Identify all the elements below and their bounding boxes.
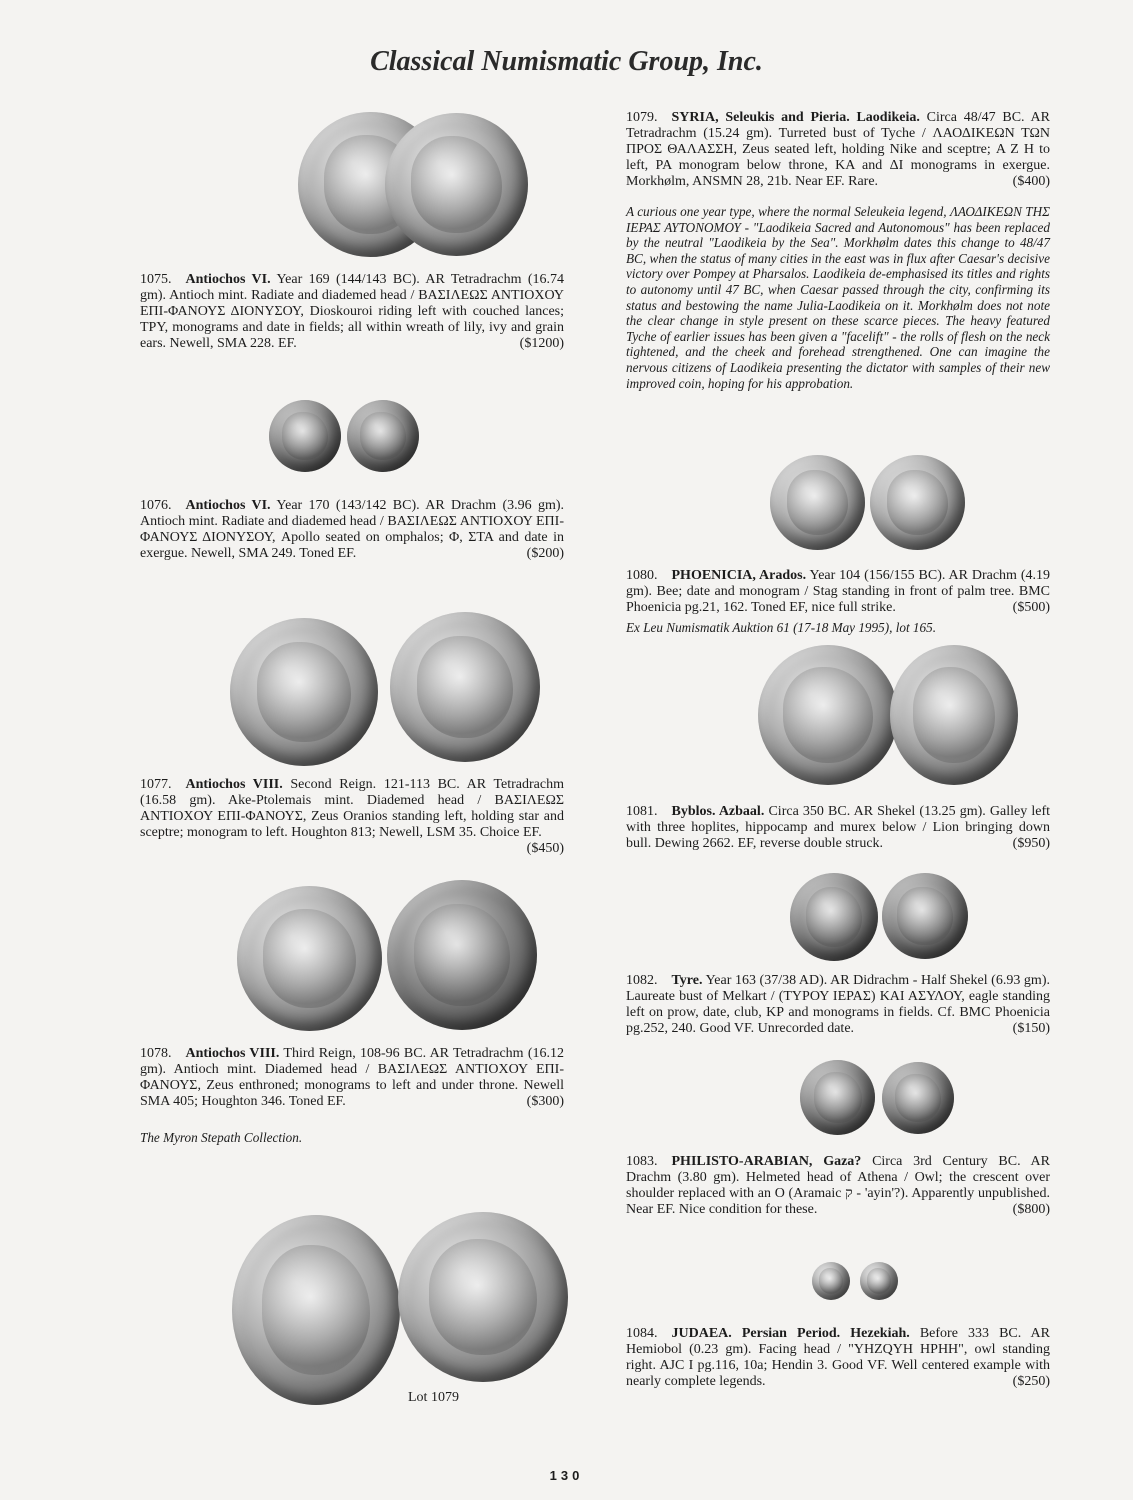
coin-photo-lot-1079 xyxy=(232,1210,562,1410)
coin-photo-lot-1082 xyxy=(790,873,970,963)
coin-reverse xyxy=(390,612,540,762)
coin-reverse xyxy=(870,455,965,550)
coin-obverse xyxy=(758,645,898,785)
coin-obverse xyxy=(800,1060,875,1135)
provenance-note-stepath: The Myron Stepath Collection. xyxy=(140,1130,303,1145)
coin-reverse xyxy=(387,880,537,1030)
coin-obverse xyxy=(237,886,382,1031)
coin-photo-lot-1080 xyxy=(770,455,970,555)
lot-entry-1077: 1077. Antiochos VIII. Second Reign. 121-113 BC. AR Tetradrachm (16.58 gm). Ake-Ptolemais mint. Diademed head / ΒΑΣΙΛΕΩΣ ΑΝΤΙΟΧΟΥ ΕΠΙ-ΦΑΝΟΥΣ, Zeus Oranios standing left, holding star and sceptre; monogram to left. Houghton 813; Newell, LSM 35. Choice EF. ($450) xyxy=(140,777,565,856)
coin-photo-lot-1078 xyxy=(237,880,557,1035)
coin-photo-lot-1077 xyxy=(230,612,550,767)
lot-entry-1084: 1084. JUDAEA. Persian Period. Hezekiah. Before 333 BC. AR Hemiobol (0.23 gm). Facing head / "YHZQYH HPHH", owl standing right. AJC I pg.116, 10a; Hendin 3. Good VF. Well centered example with nearly complete legends. ($250) xyxy=(626,1326,1051,1389)
coin-reverse xyxy=(890,645,1018,785)
coin-reverse xyxy=(347,400,419,472)
coin-photo-lot-1084 xyxy=(812,1262,912,1312)
lot-entry-1075: 1075. Antiochos VI. Year 169 (144/143 BC). AR Tetradrachm (16.74 gm). Antioch mint. Radiate and diademed head / ΒΑΣΙΛΕΩΣ ΑΝΤΙΟΧΟΥ ΕΠΙ-ΦΑΝΟΥΣ ΔΙΟΝΥΣΟΥ, Dioskouroi riding left with couched lances; ΤΡΥ, monograms and date in fields; all within wreath of lily, ivy and grain ears. Newell, SMA 228. EF. ($1200) xyxy=(140,272,564,351)
coin-obverse xyxy=(790,873,878,961)
lot-entry-1078: 1078. Antiochos VIII. Third Reign, 108-96 BC. AR Tetradrachm (16.12 gm). Antioch mint. Diademed head / ΒΑΣΙΛΕΩΣ ΑΝΤΙΟΧΟΥ ΕΠΙ-ΦΑΝΟΥΣ, Zeus enthroned; monograms to left and under throne. Newell SMA 405; Houghton 346. Toned EF. ($300) xyxy=(140,1046,564,1109)
coin-reverse xyxy=(882,873,968,959)
description-note-laodikeia: A curious one year type, where the normal Seleukeia legend, ΛΑΟΔΙΚΕΩΝ ΤΗΣ ΙΕΡΑΣ ΑΥΤΟΝΟΜΟΥ - "Laodikeia Sacred and Autonomous" has been replaced by the neutral "Laodikeia by the Sea". Morkhølm dates this change to 48/47 BC, when the status of many cities in the east was in flux after Caesar's decisive victory over Pompey at Pharsalos. Laodikeia de-emphasised its titles and rights to autonomy until 47 BC, when Caesar passed through the city, confirming its status and bestowing the name Julia-Laodikeia on it. Morkhølm does not note the clear change in style present on these scarce pieces. The heavy featured Tyche of earlier issues has been given a "facelift" - the rolls of flesh on the neck tightened, and the cheek and forehead strengthened. One can imagine the nervous citizens of Laodikeia presenting the dictator with samples of their new improved coin, hoping for his approbation. xyxy=(626,204,1050,391)
coin-obverse xyxy=(230,618,378,766)
page-number: 130 xyxy=(549,1468,584,1483)
coin-obverse xyxy=(770,455,865,550)
lot-entry-1076: 1076. Antiochos VI. Year 170 (143/142 BC). AR Drachm (3.96 gm). Antioch mint. Radiate and diademed head / ΒΑΣΙΛΕΩΣ ΑΝΤΙΟΧΟΥ ΕΠΙ-ΦΑΝΟΥΣ ΔΙΟΝΥΣΟΥ, Apollo seated on omphalos; Φ, ΣΤΑ and date in exergue. Newell, SMA 249. Toned EF. ($200) xyxy=(140,498,565,561)
coin-photo-lot-1076 xyxy=(269,400,419,480)
coin-obverse xyxy=(269,400,341,472)
lot-entry-1083: 1083. PHILISTO-ARABIAN, Gaza? Circa 3rd Century BC. AR Drachm (3.80 gm). Helmeted head of Athena / Owl; the crescent over shoulder replaced with an O (Aramaic ק - 'ayin'?). Apparently unpublished. Near EF. Nice condition for these. ($800) xyxy=(626,1154,1051,1217)
coin-obverse xyxy=(812,1262,850,1300)
coin-reverse xyxy=(398,1212,568,1382)
coin-photo-lot-1081 xyxy=(758,645,1018,790)
lot-entry-1081: 1081. Byblos. Azbaal. Circa 350 BC. AR Shekel (13.25 gm). Galley left with three hoplites, hippocamp and murex below / Lion bringing down bull. Dewing 2662. EF, reverse double struck. ($950) xyxy=(626,804,1050,851)
coin-obverse xyxy=(232,1215,400,1405)
coin-reverse xyxy=(385,113,528,256)
coin-photo-lot-1083 xyxy=(800,1060,960,1140)
coin-reverse xyxy=(860,1262,898,1300)
lot-entry-1082: 1082. Tyre. Year 163 (37/38 AD). AR Didrachm - Half Shekel (6.93 gm). Laureate bust of Melkart / (ΤΥΡΟΥ ΙΕΡΑΣ) ΚΑΙ ΑΣΥΛΟΥ, eagle standing left on prow, date, club, ΚΡ and monograms in fields. Cf. BMC Phoenicia pg.252, 240. Good VF. Unrecorded date. ($150) xyxy=(626,973,1050,1036)
coin-reverse xyxy=(882,1062,954,1134)
lot-entry-1080: 1080. PHOENICIA, Arados. Year 104 (156/155 BC). AR Drachm (4.19 gm). Bee; date and monogram / Stag standing in front of palm tree. BMC Phoenicia pg.21, 162. Toned EF, nice full strike. ($500) xyxy=(626,568,1051,615)
coin-photo-lot-1075 xyxy=(298,112,538,257)
lot-photo-caption: Lot 1079 xyxy=(408,1390,459,1405)
provenance-note-leu: Ex Leu Numismatik Auktion 61 (17-18 May 1995), lot 165. xyxy=(626,620,936,635)
page-title: Classical Numismatic Group, Inc. xyxy=(370,46,763,77)
lot-entry-1079: 1079. SYRIA, Seleukis and Pieria. Laodikeia. Circa 48/47 BC. AR Tetradrachm (15.24 gm). Turreted bust of Tyche / ΛΑΟΔΙΚΕΩΝ ΤΩΝ ΠΡΟΣ ΘΑΛΑΣΣΗ, Zeus seated left, holding Nike and sceptre; Α Ζ Η to left, ΡΑ monogram below throne, ΚΑ and ΔΙ monograms in exergue. Morkhølm, ANSMN 28, 21b. Near EF. Rare. ($400) xyxy=(626,110,1050,189)
